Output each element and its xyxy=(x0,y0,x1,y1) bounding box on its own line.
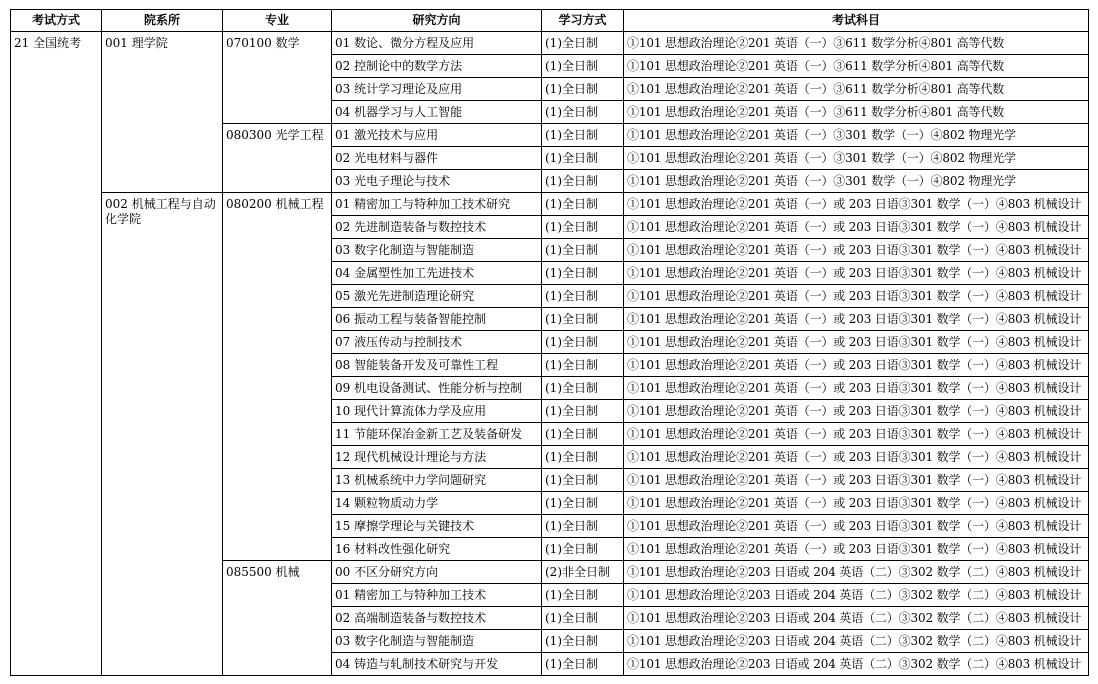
subjects-cell: ①101 思想政治理论②201 英语（一）③301 数学（一）④802 物理光学 xyxy=(624,170,1089,193)
direction-cell: 05 激光先进制造理论研究 xyxy=(332,285,542,308)
direction-cell: 02 光电材料与器件 xyxy=(332,147,542,170)
subjects-cell: ①101 思想政治理论②201 英语（一）或 203 日语③301 数学（一）④803 机械设计 xyxy=(624,216,1089,239)
study-mode-cell: (1)全日制 xyxy=(542,607,624,630)
admissions-table xyxy=(10,9,1089,676)
direction-cell: 01 精密加工与特种加工技术 xyxy=(332,584,542,607)
header-exam-mode: 考试方式 xyxy=(11,10,102,32)
major-cell: 070100 数学 xyxy=(223,32,332,124)
direction-cell: 01 数论、微分方程及应用 xyxy=(332,32,542,55)
subjects-cell: ①101 思想政治理论②203 日语或 204 英语（二）③302 数学（二）④803 机械设计 xyxy=(624,653,1089,676)
direction-cell: 14 颗粒物质动力学 xyxy=(332,492,542,515)
table-row xyxy=(11,32,1089,55)
study-mode-cell: (1)全日制 xyxy=(542,354,624,377)
table-row xyxy=(11,193,1089,216)
subjects-cell: ①101 思想政治理论②201 英语（一）或 203 日语③301 数学（一）④803 机械设计 xyxy=(624,515,1089,538)
subjects-cell: ①101 思想政治理论②201 英语（一）或 203 日语③301 数学（一）④803 机械设计 xyxy=(624,308,1089,331)
study-mode-cell: (1)全日制 xyxy=(542,515,624,538)
direction-cell: 13 机械系统中力学问题研究 xyxy=(332,469,542,492)
direction-cell: 01 精密加工与特种加工技术研究 xyxy=(332,193,542,216)
direction-cell: 00 不区分研究方向 xyxy=(332,561,542,584)
direction-cell: 15 摩擦学理论与关键技术 xyxy=(332,515,542,538)
subjects-cell: ①101 思想政治理论②201 英语（一）或 203 日语③301 数学（一）④803 机械设计 xyxy=(624,331,1089,354)
subjects-cell: ①101 思想政治理论②201 英语（一）或 203 日语③301 数学（一）④803 机械设计 xyxy=(624,285,1089,308)
direction-cell: 03 数字化制造与智能制造 xyxy=(332,239,542,262)
study-mode-cell: (1)全日制 xyxy=(542,32,624,55)
study-mode-cell: (1)全日制 xyxy=(542,147,624,170)
study-mode-cell: (1)全日制 xyxy=(542,78,624,101)
study-mode-cell: (1)全日制 xyxy=(542,584,624,607)
subjects-cell: ①101 思想政治理论②203 日语或 204 英语（二）③302 数学（二）④803 机械设计 xyxy=(624,630,1089,653)
direction-cell: 02 控制论中的数学方法 xyxy=(332,55,542,78)
subjects-cell: ①101 思想政治理论②201 英语（一）③611 数学分析④801 高等代数 xyxy=(624,78,1089,101)
subjects-cell: ①101 思想政治理论②201 英语（一）或 203 日语③301 数学（一）④803 机械设计 xyxy=(624,538,1089,561)
subjects-cell: ①101 思想政治理论②201 英语（一）或 203 日语③301 数学（一）④803 机械设计 xyxy=(624,193,1089,216)
study-mode-cell: (1)全日制 xyxy=(542,331,624,354)
study-mode-cell: (1)全日制 xyxy=(542,239,624,262)
major-cell: 085500 机械 xyxy=(223,561,332,676)
direction-cell: 06 振动工程与装备智能控制 xyxy=(332,308,542,331)
study-mode-cell: (1)全日制 xyxy=(542,193,624,216)
subjects-cell: ①101 思想政治理论②201 英语（一）或 203 日语③301 数学（一）④803 机械设计 xyxy=(624,446,1089,469)
subjects-cell: ①101 思想政治理论②201 英语（一）③301 数学（一）④802 物理光学 xyxy=(624,147,1089,170)
study-mode-cell: (2)非全日制 xyxy=(542,561,624,584)
direction-cell: 03 光电子理论与技术 xyxy=(332,170,542,193)
direction-cell: 08 智能装备开发及可靠性工程 xyxy=(332,354,542,377)
department-cell: 002 机械工程与自动化学院 xyxy=(102,193,223,676)
header-row xyxy=(11,10,1089,32)
study-mode-cell: (1)全日制 xyxy=(542,101,624,124)
study-mode-cell: (1)全日制 xyxy=(542,377,624,400)
subjects-cell: ①101 思想政治理论②201 英语（一）③301 数学（一）④802 物理光学 xyxy=(624,124,1089,147)
study-mode-cell: (1)全日制 xyxy=(542,538,624,561)
study-mode-cell: (1)全日制 xyxy=(542,285,624,308)
subjects-cell: ①101 思想政治理论②201 英语（一）③611 数学分析④801 高等代数 xyxy=(624,55,1089,78)
direction-cell: 12 现代机械设计理论与方法 xyxy=(332,446,542,469)
direction-cell: 04 金属塑性加工先进技术 xyxy=(332,262,542,285)
subjects-cell: ①101 思想政治理论②201 英语（一）或 203 日语③301 数学（一）④803 机械设计 xyxy=(624,354,1089,377)
direction-cell: 01 激光技术与应用 xyxy=(332,124,542,147)
header-exam-subjects: 考试科目 xyxy=(624,10,1089,32)
subjects-cell: ①101 思想政治理论②203 日语或 204 英语（二）③302 数学（二）④803 机械设计 xyxy=(624,561,1089,584)
header-major: 专业 xyxy=(223,10,332,32)
study-mode-cell: (1)全日制 xyxy=(542,492,624,515)
study-mode-cell: (1)全日制 xyxy=(542,630,624,653)
subjects-cell: ①101 思想政治理论②201 英语（一）或 203 日语③301 数学（一）④803 机械设计 xyxy=(624,377,1089,400)
subjects-cell: ①101 思想政治理论②203 日语或 204 英语（二）③302 数学（二）④803 机械设计 xyxy=(624,584,1089,607)
subjects-cell: ①101 思想政治理论②201 英语（一）或 203 日语③301 数学（一）④803 机械设计 xyxy=(624,469,1089,492)
study-mode-cell: (1)全日制 xyxy=(542,216,624,239)
direction-cell: 16 材料改性强化研究 xyxy=(332,538,542,561)
department-cell: 001 理学院 xyxy=(102,32,223,193)
header-department: 院系所 xyxy=(102,10,223,32)
direction-cell: 07 液压传动与控制技术 xyxy=(332,331,542,354)
direction-cell: 10 现代计算流体力学及应用 xyxy=(332,400,542,423)
direction-cell: 02 高端制造装备与数控技术 xyxy=(332,607,542,630)
subjects-cell: ①101 思想政治理论②201 英语（一）或 203 日语③301 数学（一）④803 机械设计 xyxy=(624,400,1089,423)
major-cell: 080300 光学工程 xyxy=(223,124,332,193)
subjects-cell: ①101 思想政治理论②201 英语（一）③611 数学分析④801 高等代数 xyxy=(624,32,1089,55)
study-mode-cell: (1)全日制 xyxy=(542,423,624,446)
direction-cell: 03 统计学习理论及应用 xyxy=(332,78,542,101)
study-mode-cell: (1)全日制 xyxy=(542,124,624,147)
subjects-cell: ①101 思想政治理论②201 英语（一）或 203 日语③301 数学（一）④803 机械设计 xyxy=(624,492,1089,515)
subjects-cell: ①101 思想政治理论②203 日语或 204 英语（二）③302 数学（二）④803 机械设计 xyxy=(624,607,1089,630)
subjects-cell: ①101 思想政治理论②201 英语（一）或 203 日语③301 数学（一）④803 机械设计 xyxy=(624,239,1089,262)
study-mode-cell: (1)全日制 xyxy=(542,653,624,676)
exam-mode-cell: 21 全国统考 xyxy=(11,32,102,676)
direction-cell: 03 数字化制造与智能制造 xyxy=(332,630,542,653)
subjects-cell: ①101 思想政治理论②201 英语（一）或 203 日语③301 数学（一）④803 机械设计 xyxy=(624,262,1089,285)
subjects-cell: ①101 思想政治理论②201 英语（一）或 203 日语③301 数学（一）④803 机械设计 xyxy=(624,423,1089,446)
study-mode-cell: (1)全日制 xyxy=(542,308,624,331)
study-mode-cell: (1)全日制 xyxy=(542,446,624,469)
study-mode-cell: (1)全日制 xyxy=(542,262,624,285)
direction-cell: 11 节能环保冶金新工艺及装备研发 xyxy=(332,423,542,446)
study-mode-cell: (1)全日制 xyxy=(542,55,624,78)
direction-cell: 02 先进制造装备与数控技术 xyxy=(332,216,542,239)
direction-cell: 04 机器学习与人工智能 xyxy=(332,101,542,124)
study-mode-cell: (1)全日制 xyxy=(542,469,624,492)
direction-cell: 09 机电设备测试、性能分析与控制 xyxy=(332,377,542,400)
subjects-cell: ①101 思想政治理论②201 英语（一）③611 数学分析④801 高等代数 xyxy=(624,101,1089,124)
study-mode-cell: (1)全日制 xyxy=(542,170,624,193)
major-cell: 080200 机械工程 xyxy=(223,193,332,561)
study-mode-cell: (1)全日制 xyxy=(542,400,624,423)
header-study-mode: 学习方式 xyxy=(542,10,624,32)
header-research-direction: 研究方向 xyxy=(332,10,542,32)
direction-cell: 04 铸造与轧制技术研究与开发 xyxy=(332,653,542,676)
